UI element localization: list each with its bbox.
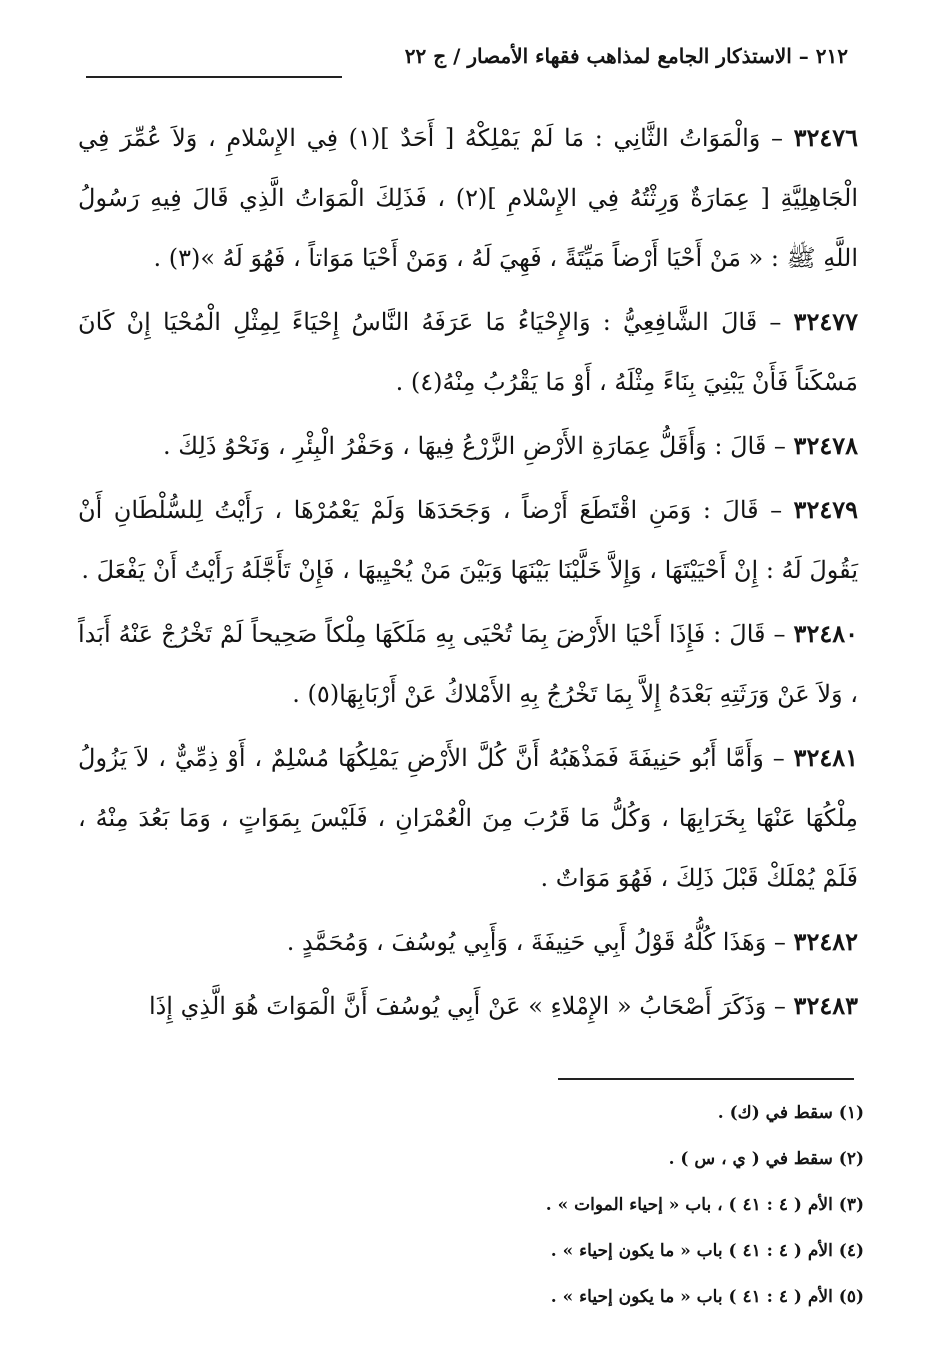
footnote-rule: [558, 1078, 854, 1080]
paragraph-32480: [78, 604, 858, 724]
main-text: [78, 108, 858, 1036]
paragraph-number: ٣٢٤٨١: [793, 743, 858, 772]
paragraph-32476: [78, 108, 858, 288]
footnote-5: (٥) الأم ( ٤ : ٤١ ) باب « ما يكون إحياء » .: [550, 1287, 864, 1307]
paragraph-32481: [78, 728, 858, 908]
footnote-3: (٣) الأم ( ٤ : ٤١ ) ، باب « إحياء الموات » .: [545, 1195, 864, 1215]
running-header: ٢١٢ – الاستذكار الجامع لمذاهب فقهاء الأمصار / ج ٢٢: [404, 44, 848, 68]
paragraph-text: – قَالَ الشَّافِعِيُّ : وَالإِحْيَاءُ مَا عَرَفَهُ النَّاسُ إِحْيَاءً لِمِثْلِ الْمُحْيَا إِنْ كَانَ مَسْكَناً فَأَنْ يَبْنِيَ بِنَاءً مِثْلَهُ ، أَوْ مَا يَقْرُبُ مِنْهُ(٤) .: [78, 308, 858, 396]
paragraph-32482: [78, 912, 858, 972]
paragraph-32478: [78, 416, 858, 476]
footnote-2: (٢) سقط في ( ي ، س ) .: [668, 1149, 864, 1169]
paragraph-number: ٣٢٤٨٣: [793, 991, 858, 1020]
paragraph-text: – قَالَ : وَأَقَلُّ عِمَارَةِ الأَرْضِ الزَّرْعُ فِيهَا ، وَحَفْرُ الْبِئْرِ ، وَنَحْوُ ذَلِكَ .: [163, 432, 794, 460]
paragraph-32477: [78, 292, 858, 412]
footnote-1: (١) سقط في (ك) .: [717, 1103, 864, 1123]
paragraph-32479: [78, 480, 858, 600]
paragraph-number: ٣٢٤٧٩: [793, 495, 858, 524]
paragraph-text: – وَأَمَّا أَبُو حَنِيفَةَ فَمَذْهَبُهُ أَنَّ كُلَّ الأَرْضِ يَمْلِكُهَا مُسْلِمٌ ، أَوْ ذِمِّيٌّ ، لاَ يَزُولُ مِلْكُهَا عَنْهَا بِخَرَابِهَا ، وَكُلُّ مَا قَرُبَ مِنَ الْعُمْرَانِ ، فَلَيْسَ بِمَوَاتٍ ، وَمَا بَعُدَ مِنْهُ ، فَلَمْ يُمْلَكْ قَبْلَ ذَلِكَ ، فَهُوَ مَوَاتٌ .: [78, 744, 858, 892]
paragraph-number: ٣٢٤٧٦: [793, 123, 859, 152]
footnotes: [104, 1090, 864, 1320]
paragraph-number: ٣٢٤٨٢: [793, 927, 858, 956]
paragraph-number: ٣٢٤٨٠: [793, 619, 858, 648]
paragraph-number: ٣٢٤٧٧: [793, 307, 858, 336]
paragraph-32483: [78, 976, 858, 1036]
paragraph-text: – وَهَذَا كُلُّهُ قَوْلُ أَبِي حَنِيفَةَ ، وَأَبِي يُوسُفَ ، وَمُحَمَّدٍ .: [286, 928, 794, 956]
footnote-4: (٤) الأم ( ٤ : ٤١ ) باب « ما يكون إحياء » .: [550, 1241, 864, 1261]
header-rule: [86, 76, 342, 78]
paragraph-number: ٣٢٤٧٨: [793, 431, 858, 460]
paragraph-text: – وَذَكَرَ أَصْحَابُ « الإِمْلاءِ » عَنْ أَبِي يُوسُفَ أَنَّ الْمَوَاتَ هُوَ الَّذِي إِذَا: [148, 992, 794, 1020]
paragraph-text: – قَالَ : وَمَنِ اقْتَطَعَ أَرْضاً ، وَجَحَدَهَا وَلَمْ يَعْمُرْهَا ، رَأَيْتُ لِلسُّلْطَانِ أَنْ يَقُولَ لَهُ : إِنْ أَحْيَيْتَهَا ، وَإِلاَّ خَلَّيْنَا بَيْنَهَا وَبَيْنَ مَنْ يُحْيِيهَا ، فَإِنْ تَأَجَّلَهُ رَأَيْتُ أَنْ يَفْعَلَ .: [78, 496, 858, 584]
paragraph-text: – وَالْمَوَاتُ الثَّانِي : مَا لَمْ يَمْلِكْهُ [ أَحَدٌ ](١) فِي الإِسْلامِ ، وَلاَ عُمِّرَ فِي الْجَاهِلِيَّةِ [ عِمَارَةٌ وَرِثْتُهُ فِي الإِسْلامِ ](٢) ، فَذَلِكَ الْمَوَاتُ الَّذِي قَالَ فِيهِ رَسُولُ اللَّهِ ﷺ : « مَنْ أَحْيَا أَرْضاً مَيِّتَةً ، فَهِيَ لَهُ ، وَمَنْ أَحْيَا مَوَاتاً ، فَهُوَ لَهُ »(٣) .: [78, 124, 859, 272]
paragraph-text: – قَالَ : فَإِذَا أَحْيَا الأَرْضَ بِمَا تُحْيَى بِهِ مَلَكَهَا مِلْكاً صَحِيحاً لَمْ تَخْرُجْ عَنْهُ أَبَداً ، وَلاَ عَنْ وَرَثَتِهِ بَعْدَهُ إِلاَّ بِمَا تَخْرُجُ بِهِ الأَمْلاكُ عَنْ أَرْبَابِهَا(٥) .: [78, 620, 858, 708]
